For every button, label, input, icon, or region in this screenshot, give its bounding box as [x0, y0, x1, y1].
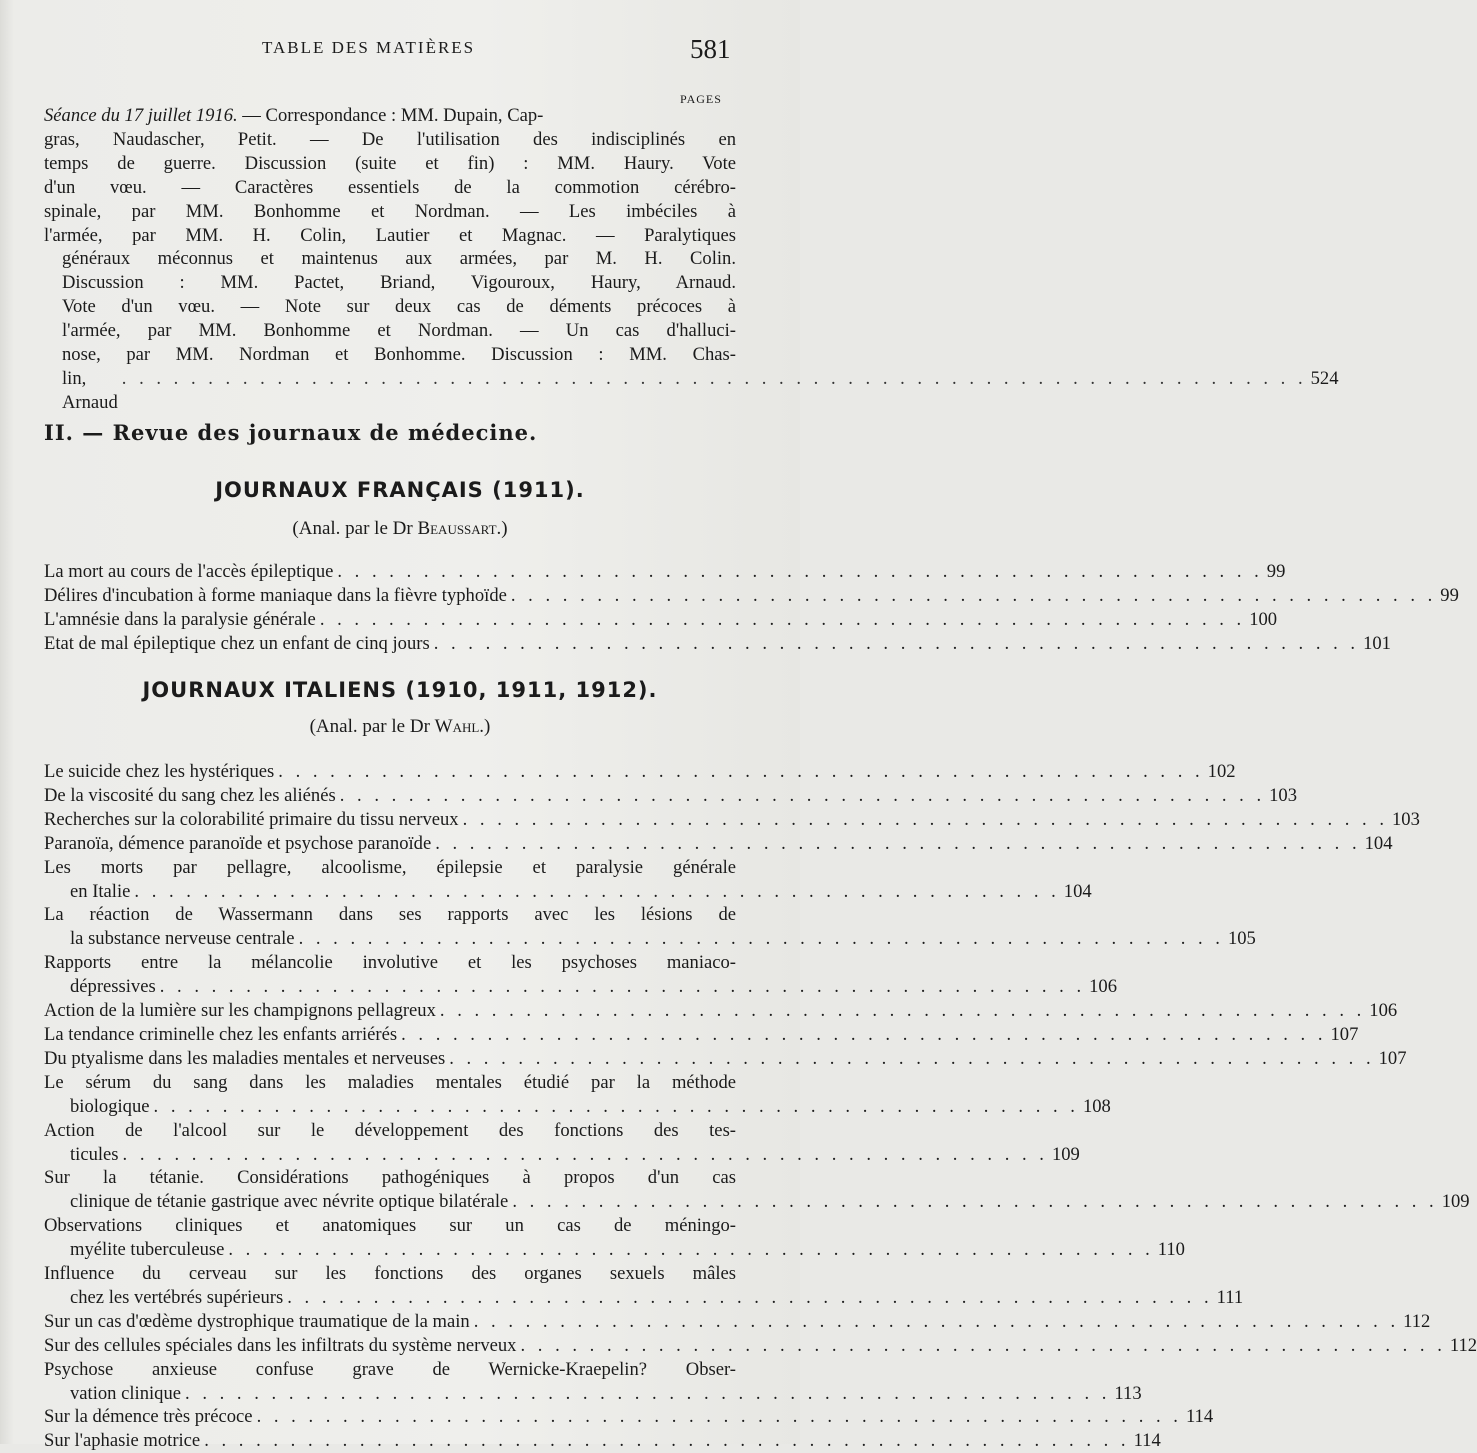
toc-entry: [44, 1310, 1431, 1334]
seance-line: — Correspondance : MM. Dupain, Cap-: [237, 105, 544, 126]
dot-leader: . . . . . . . . . . . . . . . . . . . . . . . . . . . . . . . . . . . . . . . . . . . . . . . . . . . . . .: [134, 880, 1060, 902]
seance-line: généraux méconnus et maintenus aux armées, par M. H. Colin.: [62, 248, 736, 270]
page-ref: 106: [1369, 1000, 1398, 1022]
analyst-name: Wahl.): [434, 716, 491, 737]
page-ref: 100: [1249, 608, 1278, 630]
toc-entry: [44, 1358, 1142, 1406]
toc-entry-title: La tendance criminelle chez les enfants arriérés: [44, 1023, 398, 1045]
dot-leader: [122, 367, 1307, 391]
page-ref: 99: [1440, 584, 1459, 606]
toc-entry: [44, 1214, 1185, 1262]
dot-leader: . . . . . . . . . . . . . . . . . . . . . . . . . . . . . . . . . . . . . . . . . . . . . . . . . . . . . .: [287, 1286, 1213, 1308]
seance-line: gras, Naudascher, Petit. — De l'utilisation des indisciplinés en: [44, 128, 736, 150]
toc-entry-title: Paranoïa, démence paranoïde et psychose paranoïde: [44, 832, 432, 854]
page-ref: 107: [1330, 1023, 1359, 1045]
page-ref: 108: [1082, 1095, 1111, 1117]
toc-entry: [44, 560, 1286, 584]
toc-entry-title: Les morts par pellagre, alcoolisme, épilepsie et paralysie générale: [44, 856, 736, 878]
dot-leader: . . . . . . . . . . . . . . . . . . . . . . . . . . . . . . . . . . . . . . . . . . . . . . . . . . . . . .: [319, 608, 1246, 630]
toc-entry-title: La mort au cours de l'accès épileptique: [44, 561, 334, 582]
seance-entry: [44, 104, 1339, 415]
toc-entry-title: La réaction de Wassermann dans ses rapports avec les lésions de: [44, 904, 736, 926]
seance-line: nose, par MM. Nordman et Bonhomme. Discussion : MM. Chas-: [62, 344, 736, 366]
toc-entry: [44, 1166, 1470, 1214]
seance-line: lin, Arnaud: [62, 367, 118, 413]
toc-entry-title: Psychose anxieuse confuse grave de Wernicke-Kraepelin? Obser-: [44, 1358, 736, 1380]
analyst-credit: [0, 716, 800, 738]
seance-line: Discussion : MM. Pactet, Briand, Vigouroux, Haury, Arnaud.: [62, 272, 736, 294]
toc-entry-title: Sur la tétanie. Considérations pathogéniques à propos d'un cas: [44, 1167, 736, 1189]
toc-entry: [44, 784, 1297, 808]
page-ref: 99: [1266, 561, 1286, 582]
francais-entry-list: [44, 560, 1459, 656]
toc-entry-title: Action de l'alcool sur le développement des fonctions des tes-: [44, 1119, 736, 1141]
toc-entry-title: ticules: [70, 1143, 119, 1165]
toc-entry-title: vation clinique: [70, 1382, 182, 1404]
dot-leader: . . . . . . . . . . . . . . . . . . . . . . . . . . . . . . . . . . . . . . . . . . . . . . . . . . . . . .: [462, 808, 1388, 830]
toc-entry-title: myélite tuberculeuse: [70, 1239, 225, 1261]
analyst-prefix: (Anal. par le Dr: [292, 518, 413, 539]
toc-entry: [44, 1334, 1477, 1358]
page-ref: 110: [1157, 1239, 1185, 1261]
analyst-name: Beaussart.): [417, 518, 508, 539]
toc-entry: [44, 832, 1393, 856]
toc-entry-title: chez les vertébrés supérieurs: [70, 1286, 284, 1308]
toc-entry-title: Rapports entre la mélancolie involutive et les psychoses maniaco-: [44, 952, 736, 974]
seance-date: Séance du 17 juillet 1916.: [44, 105, 238, 126]
page-ref: 102: [1207, 761, 1236, 782]
toc-entry-title: en Italie: [70, 880, 131, 902]
seance-line: temps de guerre. Discussion (suite et fin) : MM. Haury. Vote: [44, 152, 736, 174]
seance-line: l'armée, par MM. H. Colin, Lautier et Magnac. — Paralytiques: [44, 224, 736, 246]
toc-entry-title: Sur l'aphasie motrice: [44, 1430, 201, 1452]
toc-entry: [44, 903, 1256, 951]
page-ref: 524: [1310, 367, 1339, 389]
toc-entry-title: Etat de mal épileptique chez un enfant de cinq jours: [44, 632, 430, 654]
seance-line: d'un vœu. — Caractères essentiels de la commotion cérébro-: [44, 176, 736, 198]
toc-entry-title: Délires d'incubation à forme maniaque dans la fièvre typhoïde: [44, 584, 507, 606]
analyst-prefix: (Anal. par le Dr: [309, 716, 430, 737]
dot-leader: . . . . . . . . . . . . . . . . . . . . . . . . . . . . . . . . . . . . . . . . . . . . . . . . . . . . . .: [337, 561, 1263, 582]
toc-entry: [44, 808, 1420, 832]
toc-entry: [44, 1071, 1111, 1119]
page-ref: 107: [1378, 1047, 1407, 1069]
dot-leader: . . . . . . . . . . . . . . . . . . . . . . . . . . . . . . . . . . . . . . . . . . . . . . . . . . . . . .: [204, 1430, 1130, 1452]
page-number: 581: [690, 34, 731, 64]
toc-entry: [44, 584, 1459, 608]
dot-leader: . . . . . . . . . . . . . . . . . . . . . . . . . . . . . . . . . . . . . . . . . . . . . . . . . . . . . .: [256, 1406, 1182, 1428]
toc-entry: [44, 608, 1278, 632]
toc-entry: [44, 632, 1391, 656]
page-ref: 109: [1441, 1191, 1470, 1213]
dot-leader: . . . . . . . . . . . . . . . . . . . . . . . . . . . . . . . . . . . . . . . . . . . . . . . . . . . . . .: [228, 1239, 1154, 1261]
toc-entry: [44, 856, 1092, 904]
seance-line: spinale, par MM. Bonhomme et Nordman. — Les imbéciles à: [44, 200, 736, 222]
dot-leader: . . . . . . . . . . . . . . . . . . . . . . . . . . . . . . . . . . . . . . . . . . . . . . . . . . . . . .: [449, 1047, 1375, 1069]
dot-leader: . . . . . . . . . . . . . . . . . . . . . . . . . . . . . . . . . . . . . . . . . . . . . . . . . . . . . .: [435, 832, 1361, 854]
toc-entry-title: L'amnésie dans la paralysie générale: [44, 608, 316, 630]
toc-entry: [44, 1023, 1359, 1047]
page-ref: 104: [1063, 880, 1092, 902]
toc-entry-title: la substance nerveuse centrale: [70, 928, 295, 950]
page-ref: 103: [1392, 808, 1420, 830]
page-ref: 104: [1364, 832, 1393, 854]
toc-entry-title: clinique de tétanie gastrique avec névrite optique bilatérale: [70, 1191, 509, 1213]
dot-leader: . . . . . . . . . . . . . . . . . . . . . . . . . . . . . . . . . . . . . . . . . . . . . . . . . . . . . .: [473, 1310, 1400, 1332]
toc-entry: [44, 1262, 1244, 1310]
page-ref: 114: [1185, 1406, 1214, 1428]
page-ref: 112: [1403, 1310, 1431, 1332]
page-ref: 103: [1269, 784, 1297, 806]
toc-entry: [44, 1429, 1161, 1453]
toc-entry-title: Action de la lumière sur les champignons pellagreux: [44, 1000, 436, 1022]
page-ref: 109: [1051, 1143, 1080, 1165]
toc-entry: [44, 951, 1117, 999]
page-ref: 114: [1133, 1430, 1161, 1452]
dot-leader: . . . . . . . . . . . . . . . . . . . . . . . . . . . . . . . . . . . . . . . . . . . . . . . . . . . . . .: [510, 584, 1437, 606]
toc-entry-title: Influence du cerveau sur les fonctions des organes sexuels mâles: [44, 1263, 736, 1285]
toc-entry: [44, 999, 1398, 1023]
dot-leader: . . . . . . . . . . . . . . . . . . . . . . . . . . . . . . . . . . . . . . . . . . . . . . . . . . . . . .: [439, 1000, 1366, 1022]
dot-leader: . . . . . . . . . . . . . . . . . . . . . . . . . . . . . . . . . . . . . . . . . . . . . . . . . . . . . .: [122, 1143, 1048, 1165]
toc-entry-title: De la viscosité du sang chez les aliénés: [44, 784, 336, 806]
dot-leader: . . . . . . . . . . . . . . . . . . . . . . . . . . . . . . . . . . . . . . . . . . . . . . . . . . . . . .: [185, 1382, 1111, 1404]
dot-leader: . . . . . . . . . . . . . . . . . . . . . . . . . . . . . . . . . . . . . . . . . . . . . . . . . . . . . .: [153, 1095, 1079, 1117]
dot-leader: . . . . . . . . . . . . . . . . . . . . . . . . . . . . . . . . . . . . . . . . . . . . . . . . . . . . . .: [401, 1023, 1327, 1045]
running-title: TABLE DES MATIÈRES: [262, 38, 476, 57]
page-ref: 113: [1114, 1382, 1142, 1404]
toc-entry-title: Sur des cellules spéciales dans les infiltrats du système nerveux: [44, 1334, 517, 1356]
toc-entry-title: Du ptyalisme dans les maladies mentales et nerveuses: [44, 1047, 446, 1069]
dot-leader: . . . . . . . . . . . . . . . . . . . . . . . . . . . . . . . . . . . . . . . . . . . . . . . . . . . . . .: [298, 928, 1224, 950]
toc-entry-title: Le sérum du sang dans les maladies mentales étudié par la méthode: [44, 1071, 736, 1093]
toc-entry: [44, 1119, 1080, 1167]
page-ref: 106: [1089, 976, 1117, 998]
pages-column-label: PAGES: [680, 92, 722, 106]
toc-entry-title: Observations cliniques et anatomiques sur un cas de méningo-: [44, 1215, 736, 1237]
seance-last-line: [44, 367, 1339, 415]
toc-entry: [44, 1047, 1407, 1071]
seance-line: l'armée, par MM. Bonhomme et Nordman. — Un cas d'halluci-: [62, 320, 736, 342]
journaux-italiens-title: JOURNAUX ITALIENS (1910, 1911, 1912).: [142, 678, 658, 702]
section-heading: II. — Revue des journaux de médecine.: [44, 420, 538, 445]
toc-entry-title: biologique: [70, 1095, 150, 1117]
analyst-credit: [0, 518, 800, 540]
toc-entry-title: Sur un cas d'œdème dystrophique traumatique de la main: [44, 1310, 470, 1332]
toc-entry-title: Sur la démence très précoce: [44, 1406, 253, 1428]
dot-leader: . . . . . . . . . . . . . . . . . . . . . . . . . . . . . . . . . . . . . . . . . . . . . . . . . . . . . .: [159, 976, 1086, 998]
dot-leader: . . . . . . . . . . . . . . . . . . . . . . . . . . . . . . . . . . . . . . . . . . . . . . . . . . . . . .: [339, 784, 1266, 806]
page-ref: 112: [1449, 1334, 1477, 1356]
toc-entry: [44, 1405, 1214, 1429]
italiens-entry-list: [44, 760, 1477, 1453]
journaux-francais-title: JOURNAUX FRANÇAIS (1911).: [215, 478, 585, 502]
page-ref: 101: [1363, 632, 1391, 654]
toc-entry: [44, 760, 1236, 784]
toc-entry-title: Recherches sur la colorabilité primaire du tissu nerveux: [44, 808, 459, 830]
toc-entry-title: dépressives: [70, 976, 156, 998]
toc-entry-title: Le suicide chez les hystériques: [44, 761, 275, 782]
seance-line: Vote d'un vœu. — Note sur deux cas de déments précoces à: [62, 296, 736, 318]
dot-leader: . . . . . . . . . . . . . . . . . . . . . . . . . . . . . . . . . . . . . . . . . . . . . . . . . . . . . .: [278, 761, 1204, 782]
dot-leader: . . . . . . . . . . . . . . . . . . . . . . . . . . . . . . . . . . . . . . . . . . . . . . . . . . . . . .: [520, 1334, 1446, 1356]
page-ref: 105: [1227, 928, 1256, 950]
page-ref: 111: [1216, 1286, 1244, 1308]
dot-leader: . . . . . . . . . . . . . . . . . . . . . . . . . . . . . . . . . . . . . . . . . . . . . . . . . . . . . .: [512, 1191, 1438, 1213]
dot-leader: . . . . . . . . . . . . . . . . . . . . . . . . . . . . . . . . . . . . . . . . . . . . . . . . . . . . . .: [433, 632, 1360, 654]
